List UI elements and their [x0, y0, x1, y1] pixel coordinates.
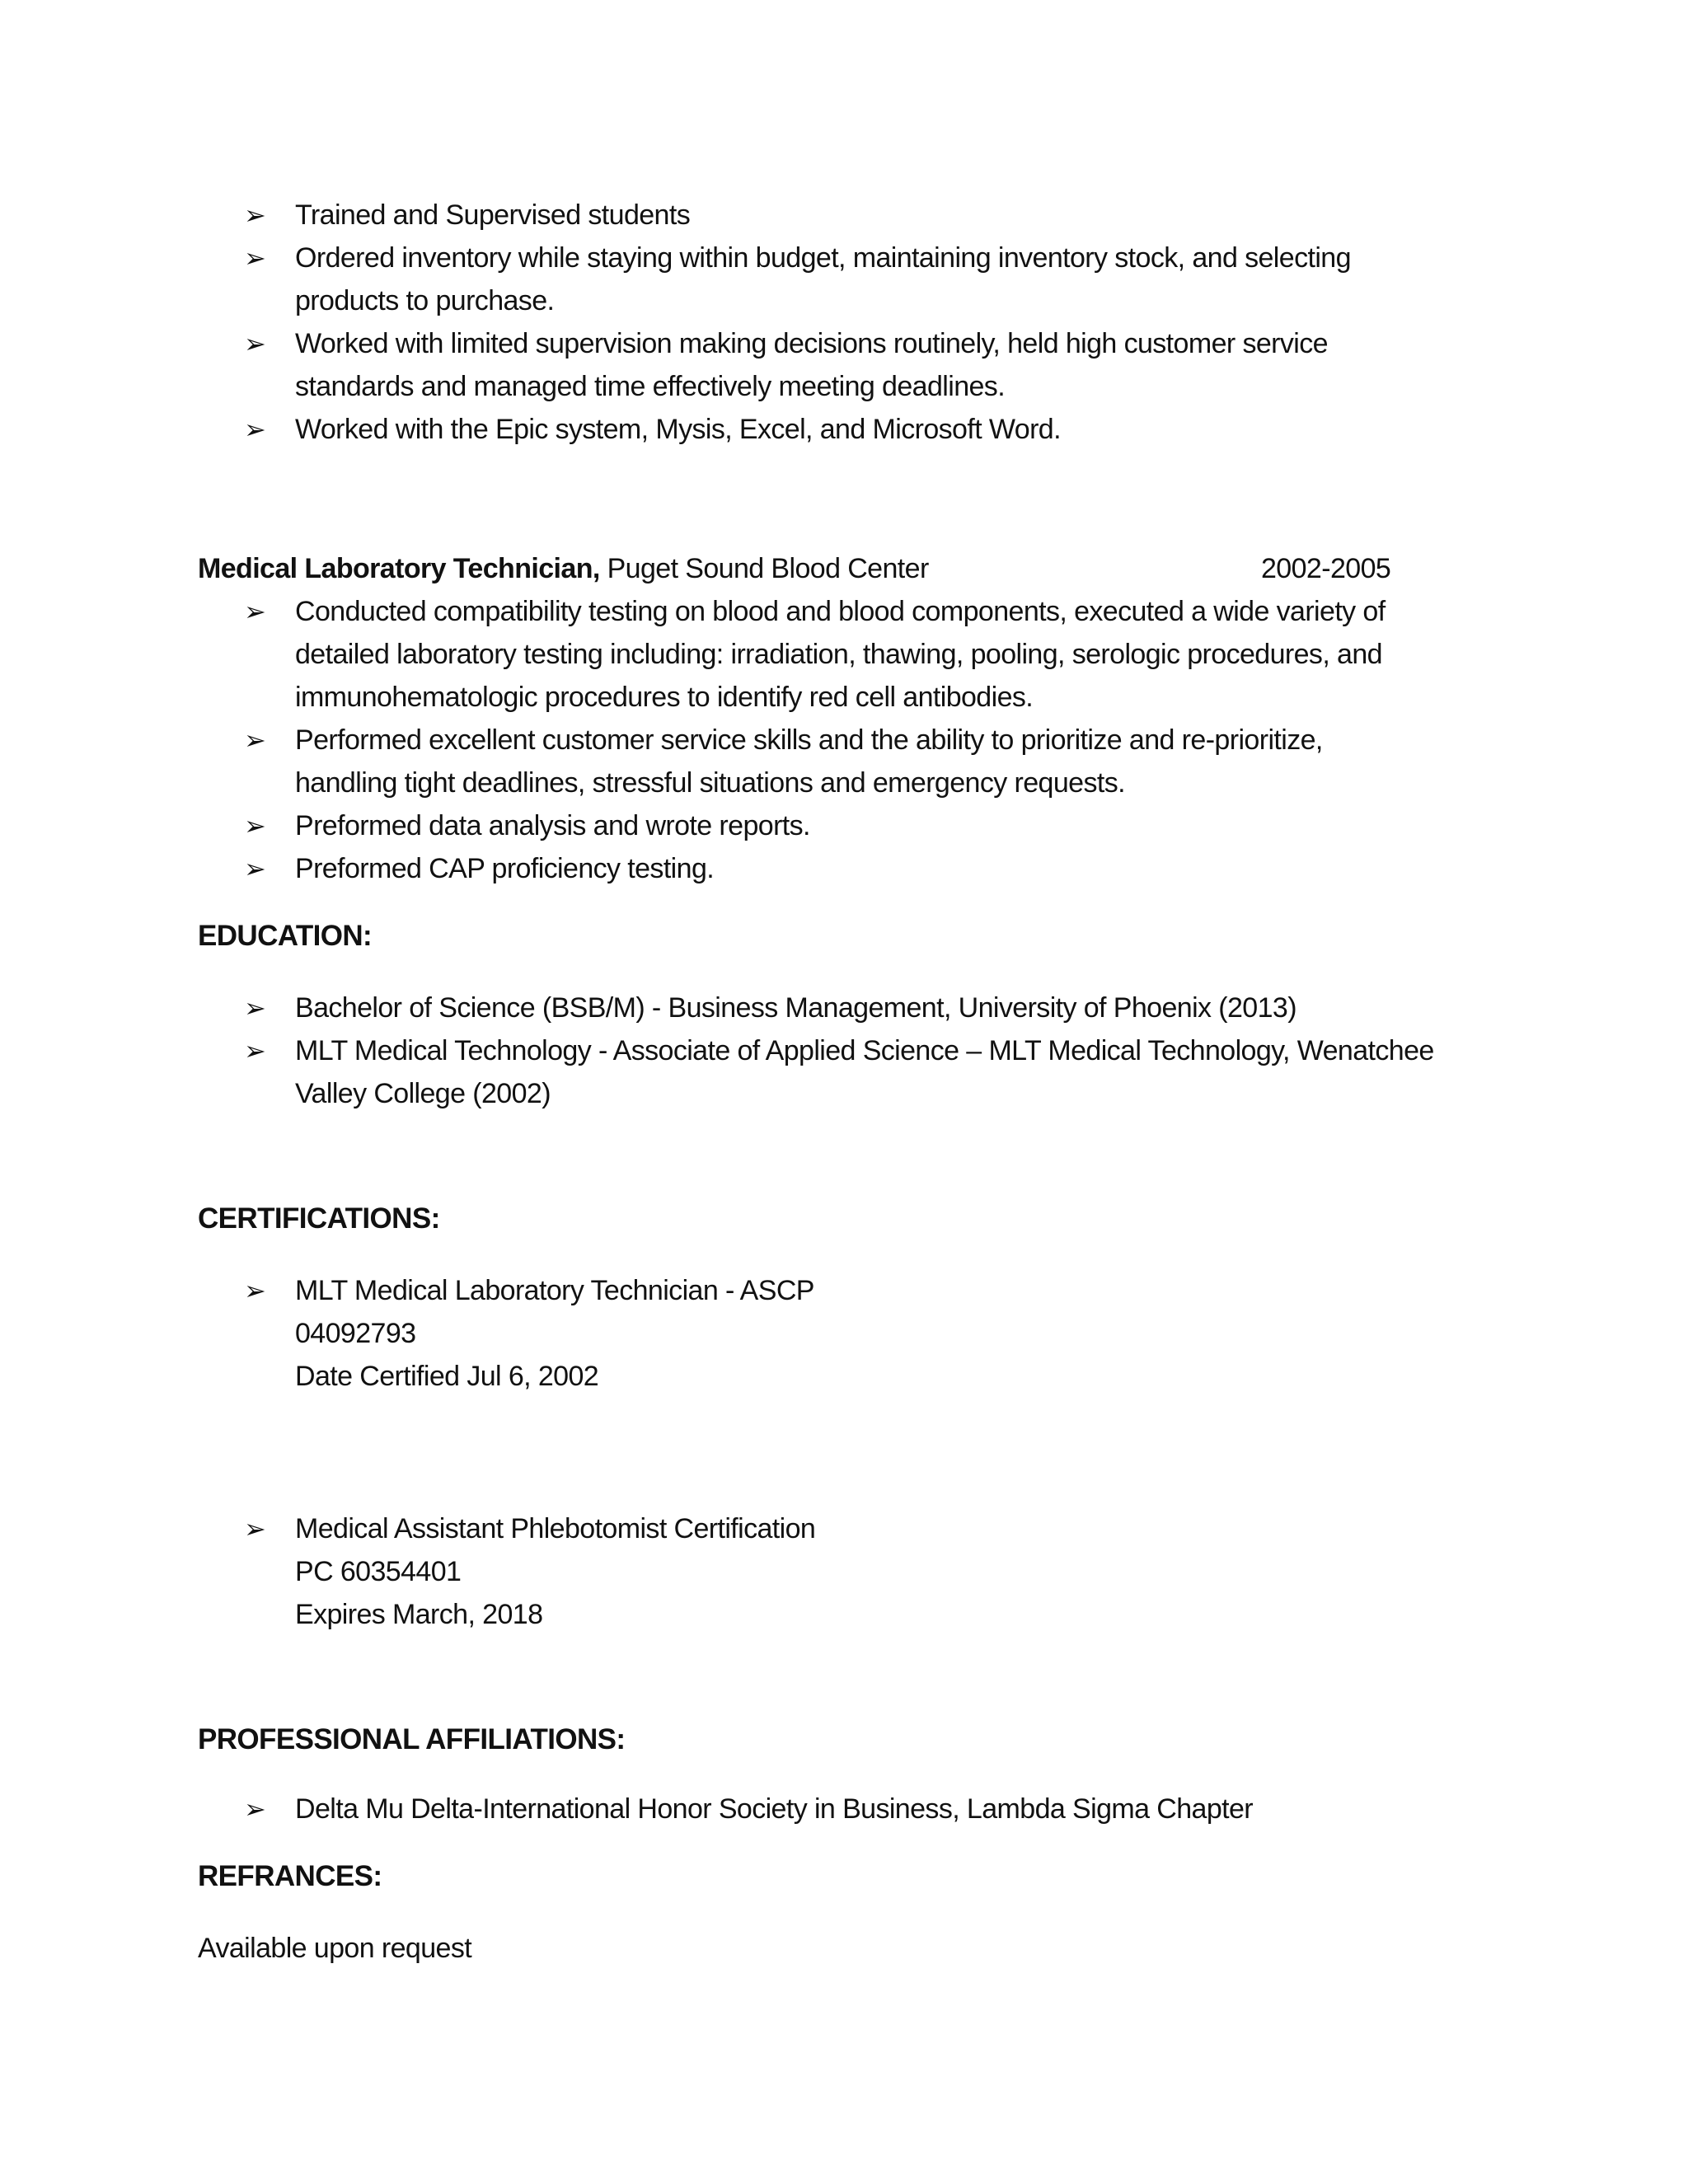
bullet-text: Worked with limited supervision making decisions routinely, held high customer service — [295, 328, 1328, 359]
education-text: Bachelor of Science (BSB/M) - Business Management, University of Phoenix (2013) — [295, 992, 1296, 1024]
arrow-bullet-icon: ➢ — [244, 993, 266, 1023]
bullet-text: Trained and Supervised students — [295, 199, 691, 231]
affiliations-list — [198, 1788, 1517, 1830]
references-text: Available upon request — [198, 1933, 472, 1964]
education-heading: EDUCATION: — [198, 920, 373, 952]
arrow-bullet-icon: ➢ — [244, 243, 266, 273]
previous-job-bullets — [198, 194, 1517, 451]
bullet-item — [244, 237, 1517, 322]
education-item — [244, 1029, 1517, 1115]
bullet-item — [244, 847, 1517, 890]
spacer — [295, 1398, 1517, 1507]
education-list — [198, 987, 1517, 1115]
bullet-text: handling tight deadlines, stressful situations and emergency requests. — [295, 767, 1125, 799]
bullet-item — [244, 719, 1517, 804]
certification-item — [244, 1507, 1517, 1636]
arrow-bullet-icon: ➢ — [244, 854, 266, 883]
bullet-text: standards and managed time effectively meeting deadlines. — [295, 371, 1006, 402]
arrow-bullet-icon: ➢ — [244, 1514, 266, 1544]
job-header — [198, 547, 1517, 590]
job-title: Medical Laboratory Technician, — [198, 553, 600, 584]
education-text: MLT Medical Technology - Associate of Applied Science – MLT Medical Technology, Wenatchee — [295, 1035, 1434, 1066]
affiliations-heading: PROFESSIONAL AFFILIATIONS: — [198, 1723, 626, 1755]
certification-number: PC 60354401 — [295, 1556, 462, 1587]
bullet-text: detailed laboratory testing including: irradiation, thawing, pooling, serologic procedures, and — [295, 639, 1382, 670]
education-text: Valley College (2002) — [295, 1078, 551, 1109]
certifications-list — [198, 1269, 1517, 1636]
bullet-text: immunohematologic procedures to identify red cell antibodies. — [295, 682, 1034, 713]
arrow-bullet-icon: ➢ — [244, 811, 266, 841]
bullet-text: Worked with the Epic system, Mysis, Excel, and Microsoft Word. — [295, 414, 1061, 445]
bullet-text: Ordered inventory while staying within budget, maintaining inventory stock, and selecting — [295, 242, 1351, 274]
certification-item — [244, 1269, 1517, 1398]
certification-name: MLT Medical Laboratory Technician - ASCP — [295, 1275, 814, 1306]
bullet-item — [244, 804, 1517, 847]
bullet-text: Preformed CAP proficiency testing. — [295, 853, 715, 884]
bullet-text: Performed excellent customer service skills and the ability to prioritize and re-prioritize, — [295, 724, 1323, 756]
arrow-bullet-icon: ➢ — [244, 725, 266, 755]
affiliation-text: Delta Mu Delta-International Honor Society in Business, Lambda Sigma Chapter — [295, 1793, 1254, 1825]
arrow-bullet-icon: ➢ — [244, 597, 266, 626]
references-heading: REFRANCES: — [198, 1860, 382, 1892]
job-dates: 2002-2005 — [1261, 553, 1391, 584]
certifications-heading: CERTIFICATIONS: — [198, 1202, 440, 1235]
arrow-bullet-icon: ➢ — [244, 329, 266, 359]
bullet-item — [244, 322, 1517, 408]
arrow-bullet-icon: ➢ — [244, 1036, 266, 1066]
certification-date: Expires March, 2018 — [295, 1599, 543, 1630]
arrow-bullet-icon: ➢ — [244, 1276, 266, 1305]
certification-name: Medical Assistant Phlebotomist Certification — [295, 1513, 816, 1544]
bullet-text: products to purchase. — [295, 285, 555, 316]
bullet-text: Preformed data analysis and wrote reports. — [295, 810, 810, 841]
arrow-bullet-icon: ➢ — [244, 200, 266, 230]
affiliation-item — [244, 1788, 1517, 1830]
job-bullets — [198, 590, 1517, 890]
bullet-item — [244, 408, 1517, 451]
certification-number: 04092793 — [295, 1318, 416, 1349]
resume-page — [198, 194, 1517, 1970]
bullet-text: Conducted compatibility testing on blood and blood components, executed a wide variety of — [295, 596, 1386, 627]
bullet-item — [244, 194, 1517, 237]
certification-date: Date Certified Jul 6, 2002 — [295, 1361, 599, 1392]
job-employer: Puget Sound Blood Center — [599, 553, 929, 584]
bullet-item — [244, 590, 1517, 719]
education-item — [244, 987, 1517, 1029]
arrow-bullet-icon: ➢ — [244, 415, 266, 444]
arrow-bullet-icon: ➢ — [244, 1794, 266, 1824]
